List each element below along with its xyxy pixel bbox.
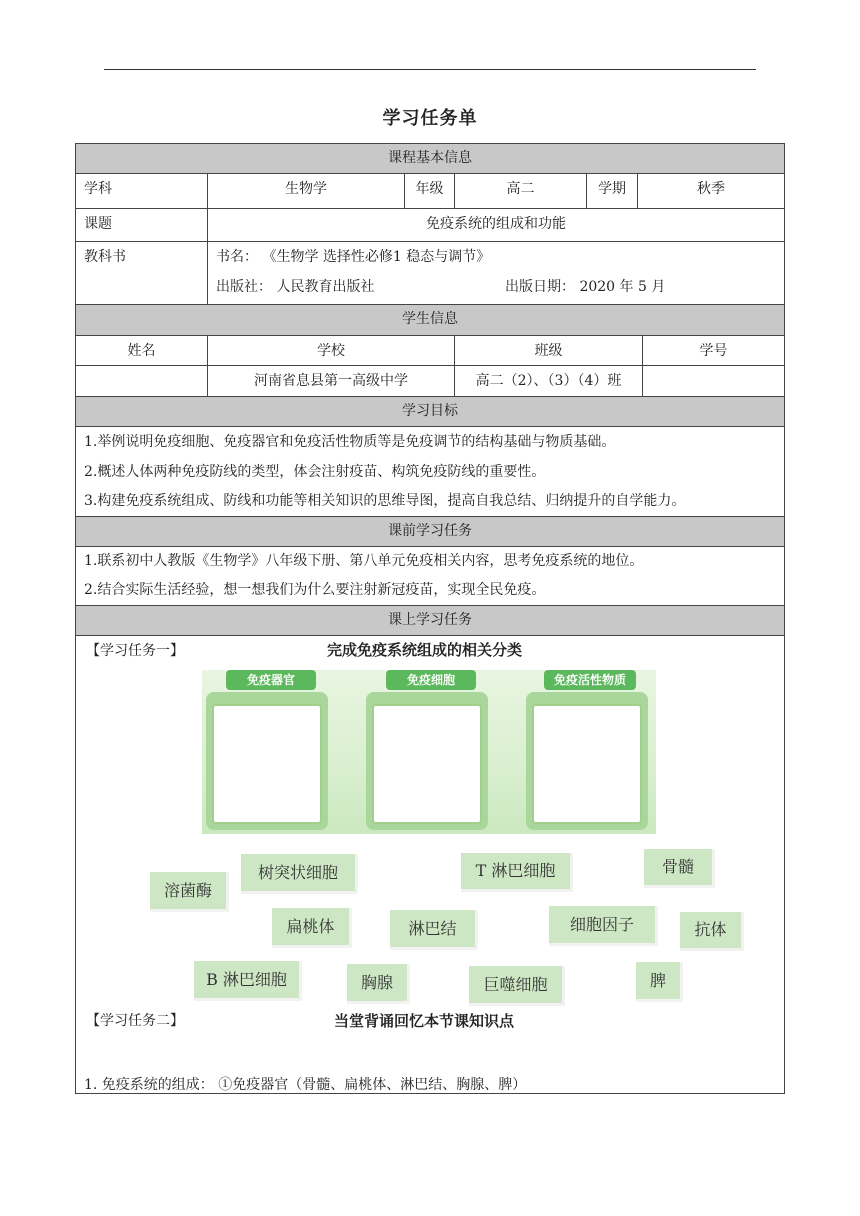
objective-item: 3.构建免疫系统组成、防线和功能等相关知识的思维导图，提高自我总结、归纳提升的自学能力。 xyxy=(84,493,686,509)
school-value: 河南省息县第一高级中学 xyxy=(207,366,454,396)
term-chip[interactable]: B 淋巴细胞 xyxy=(194,961,302,1001)
objective-item: 2.概述人体两种免疫防线的类型，体会注射疫苗、构筑免疫防线的重要性。 xyxy=(84,464,546,480)
objectives-content xyxy=(76,427,784,517)
term-chip[interactable]: 树突状细胞 xyxy=(241,854,358,894)
task2-title: 当堂背诵回忆本节课知识点 xyxy=(334,1012,515,1030)
school-label: 学校 xyxy=(207,336,454,365)
student-id-value xyxy=(642,366,784,396)
term-chip[interactable]: 脾 xyxy=(636,962,683,1002)
classification-panel xyxy=(202,670,656,834)
category-tag-cells: 免疫细胞 xyxy=(386,670,476,690)
name-label: 姓名 xyxy=(127,343,156,359)
student-id-label: 学号 xyxy=(642,336,784,365)
term-chip[interactable]: 抗体 xyxy=(680,912,744,951)
term-chip[interactable]: 扁桃体 xyxy=(272,908,352,948)
class-value: 高二（2）、（3）（4）班 xyxy=(454,366,642,396)
grade-label: 年级 xyxy=(404,174,454,208)
pre-task-item: 1.联系初中人教版《生物学》八年级下册、第八单元免疫相关内容，思考免疫系统的地位。 xyxy=(84,553,644,569)
section-in-class: 课上学习任务 xyxy=(76,606,784,636)
textbook-details xyxy=(207,242,784,304)
section-pre-class: 课前学习任务 xyxy=(76,517,784,547)
term-chip[interactable]: 胸腺 xyxy=(347,964,410,1004)
category-box-cells[interactable] xyxy=(366,692,488,830)
student-value-row xyxy=(76,366,784,397)
task2-label: 【学习任务二】 xyxy=(86,1013,184,1029)
category-tag-organs: 免疫器官 xyxy=(226,670,316,690)
category-box-organs[interactable] xyxy=(206,692,328,830)
class-label: 班级 xyxy=(454,336,642,365)
term-label: 学期 xyxy=(586,174,637,208)
category-tag-substances: 免疫活性物质 xyxy=(544,670,636,690)
topic-value: 免疫系统的组成和功能 xyxy=(207,209,784,241)
textbook-row xyxy=(76,242,784,305)
section-student-info: 学生信息 xyxy=(76,305,784,336)
pre-class-content xyxy=(76,547,784,606)
book-name: 书名： 《生物学 选择性必修1 稳态与调节》 xyxy=(216,249,491,265)
task1-title: 完成免疫系统组成的相关分类 xyxy=(327,641,523,659)
term-chip[interactable]: 巨噬细胞 xyxy=(469,966,565,1006)
term-chip[interactable]: T 淋巴细胞 xyxy=(461,853,573,892)
task1-label: 【学习任务一】 xyxy=(86,643,184,659)
header-rule xyxy=(104,69,756,70)
subject-row xyxy=(76,174,784,209)
term-value: 秋季 xyxy=(637,174,784,208)
subject-label: 学科 xyxy=(84,181,112,197)
pre-task-item: 2.结合实际生活经验，想一想我们为什么要注射新冠疫苗，实现全民免疫。 xyxy=(84,582,546,598)
task-sheet-table xyxy=(75,143,785,1094)
objective-item: 1.举例说明免疫细胞、免疫器官和免疫活性物质等是免疫调节的结构基础与物质基础。 xyxy=(84,434,616,450)
subject-value: 生物学 xyxy=(207,174,404,208)
task2-item: 1. 免疫系统的组成： ①免疫器官（骨髓、扁桃体、淋巴结、胸腺、脾） xyxy=(84,1077,527,1093)
topic-row xyxy=(76,209,784,242)
term-chip[interactable]: 溶菌酶 xyxy=(150,872,229,912)
category-box-substances[interactable] xyxy=(526,692,648,830)
publish-date: 出版日期： 2020 年 5 月 xyxy=(505,279,666,295)
textbook-label: 教科书 xyxy=(84,249,126,265)
in-class-content xyxy=(76,636,784,1093)
document-title: 学习任务单 xyxy=(382,108,478,129)
topic-label: 课题 xyxy=(84,216,112,232)
student-label-row xyxy=(76,336,784,366)
term-chip[interactable]: 细胞因子 xyxy=(549,906,658,946)
section-course-info: 课程基本信息 xyxy=(76,144,784,174)
term-chip[interactable]: 淋巴结 xyxy=(390,910,478,950)
name-value xyxy=(76,366,207,396)
publisher: 出版社： 人民教育出版社 xyxy=(216,279,375,295)
term-chip[interactable]: 骨髓 xyxy=(644,849,715,888)
section-objectives: 学习目标 xyxy=(76,397,784,427)
grade-value: 高二 xyxy=(454,174,586,208)
